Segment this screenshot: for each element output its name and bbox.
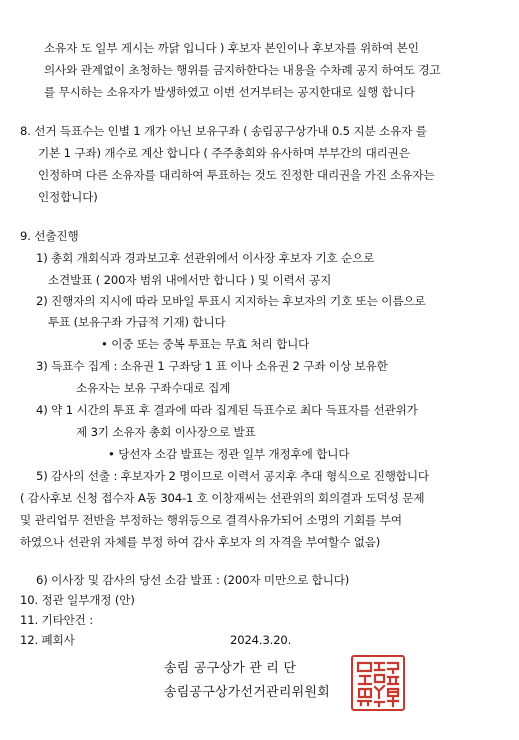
text-line: 소견발표 ( 200자 범위 내에서만 합니다 ) 및 이력서 공지 <box>48 273 332 287</box>
text-line: 소유자는 보유 구좌수대로 집계 <box>76 381 231 395</box>
text-line: 소유자 도 일부 게시는 까닭 입니다 ) 후보자 본인이나 후보자를 위하여 본인 <box>44 41 419 55</box>
text-line: 투표 (보유구좌 가급적 기재) 합니다 <box>48 315 226 329</box>
text-line: ( 감사후보 신청 접수자 A동 304-1 호 이창재씨는 선관위의 회의결과 도덕성 문제 <box>20 491 425 505</box>
text-line: 인정하며 다른 소유자를 대리하여 투표하는 것도 진정한 대리권을 가진 소유자는 <box>38 168 435 182</box>
red-seal-stamp-icon <box>351 655 405 711</box>
text-line: 를 무시하는 소유자가 발생하였고 이번 선거부터는 공지한대로 실행 합니다 <box>44 85 415 99</box>
text-line: 기본 1 구좌) 개수로 계산 합니다 ( 주주총회와 유사하며 부부간의 대리권은 <box>38 146 410 160</box>
text-line: 4) 약 1 시간의 투표 후 결과에 따라 집계된 득표수로 최다 득표자를 선관위가 <box>36 403 418 417</box>
section-12-heading: 12. 폐회사 <box>20 633 75 647</box>
text-line: 1) 총회 개회식과 경과보고후 선관위에서 이사장 후보자 기호 순으로 <box>36 251 375 265</box>
bullet-line: • 당선자 소감 발표는 정관 일부 개정후에 합니다 <box>108 447 350 461</box>
section-10-heading: 10. 정관 일부개정 (안) <box>20 593 135 607</box>
text-line: 하였으나 선관위 자체를 부정 하여 감사 후보자 의 자격을 부여할수 없음) <box>20 535 381 549</box>
text-line: 6) 이사장 및 감사의 당선 소감 발표 : (200자 미만으로 합니다) <box>36 573 350 587</box>
text-line: 제 3기 소유자 총회 이사장으로 발표 <box>76 425 256 439</box>
text-line: 의사와 관계없이 초청하는 행위를 금지하한다는 내용을 수차례 공지 하여도 경고 <box>44 63 441 77</box>
text-line: 인정합니다) <box>38 190 98 204</box>
text-line: 3) 득표수 집계 : 소유권 1 구좌당 1 표 이나 소유권 2 구좌 이상 보유한 <box>36 359 388 373</box>
bullet-line: • 이중 또는 중복 투표는 무효 처리 합니다 <box>101 337 310 351</box>
text-line: 2) 진행자의 지시에 따라 모바일 투표시 지지하는 후보자의 기호 또는 이름으로 <box>36 294 426 308</box>
issuer-name: 송림 공구상가 관 리 단 <box>164 661 297 676</box>
text-line: 5) 감사의 선출 : 후보자가 2 명이므로 이력서 공지후 추대 형식으로 진행합니다 <box>36 469 429 483</box>
section-11-heading: 11. 기타안건 : <box>20 613 94 627</box>
committee-name: 송림공구상가선거관리위원회 <box>164 685 330 700</box>
section-8-heading: 8. 선거 득표수는 인별 1 개가 아닌 보유구좌 ( 송림공구상가내 0.5 지분 소유자 를 <box>20 124 427 138</box>
text-line: 및 관리업무 전반을 부정하는 행위등으로 결격사유가되어 소명의 기회를 부여 <box>20 513 402 527</box>
section-9-heading: 9. 선출진행 <box>20 229 79 243</box>
document-date: 2024.3.20. <box>230 633 292 647</box>
